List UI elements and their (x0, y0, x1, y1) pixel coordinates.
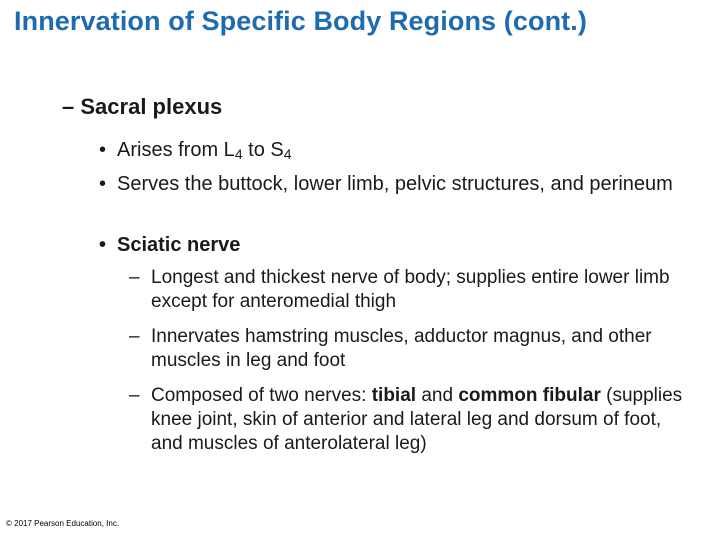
bullet-marker: • (99, 234, 107, 256)
bullet-text: Serves the buttock, lower limb, pelvic structures, and perineum (117, 173, 673, 195)
bullet-marker: • (99, 139, 107, 161)
heading-text: Sacral plexus (80, 94, 223, 119)
bullet-arises (99, 138, 699, 162)
bullet-serves (99, 172, 699, 196)
sub-bullet-marker: – (129, 326, 140, 347)
sub-bullet-marker: – (129, 267, 140, 288)
copyright-notice: © 2017 Pearson Education, Inc. (6, 519, 120, 528)
sub-bullet-text: Longest and thickest nerve of body; supplies entire lower limb except for anteromedial thigh (151, 267, 670, 312)
term-common-fibular: common fibular (458, 385, 601, 406)
bullet-marker: • (99, 173, 107, 195)
heading-sacral-plexus (62, 94, 222, 120)
sub-bullet-text: Innervates hamstring muscles, adductor magnus, and other muscles in leg and foot (151, 326, 663, 371)
bullet-text: Sciatic nerve (117, 234, 241, 256)
sub-bullet-text: Composed of two nerves: tibial and common fibular (supplies knee joint, skin of anterior and lateral leg and dorsum of foot, and muscles of anterolateral leg) (151, 385, 683, 454)
bullet-sciatic (99, 233, 699, 257)
heading-dash: – (62, 94, 75, 119)
sub-bullet-longest (129, 266, 689, 314)
slide-title: Innervation of Specific Body Regions (cont.) (14, 6, 587, 36)
sub-bullet-innervates (129, 325, 689, 373)
sub-bullet-composed (129, 384, 689, 456)
bullet-text: Arises from $L_4$ to $S_4$ (117, 139, 292, 162)
sub-bullet-marker: – (129, 385, 140, 406)
term-tibial: tibial (371, 385, 417, 406)
